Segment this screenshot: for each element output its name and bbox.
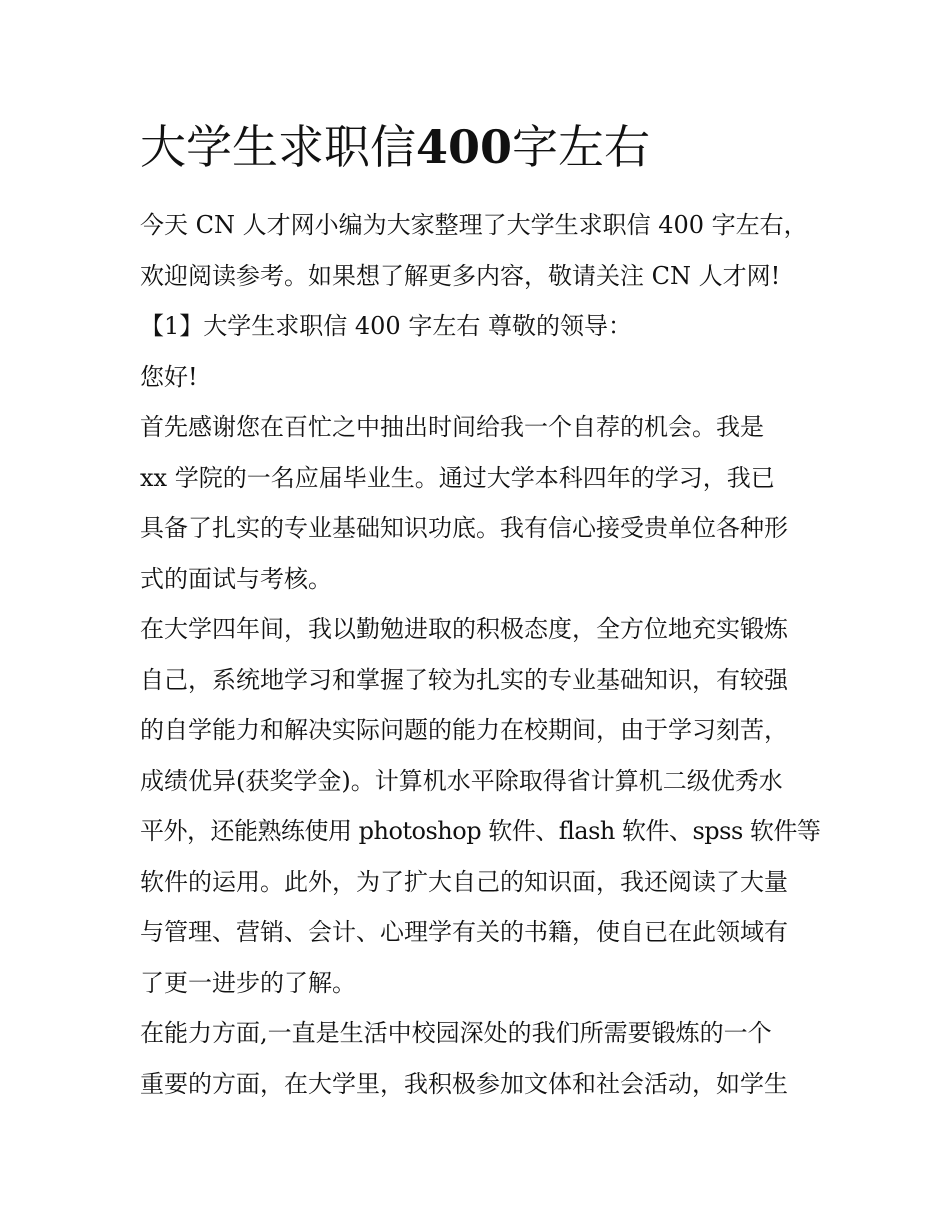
title-suffix: 字左右 — [512, 120, 651, 174]
text-line: 自己，系统地学习和掌握了较为扎实的专业基础知识，有较强 — [140, 665, 788, 694]
text-line: 您好! — [140, 362, 198, 391]
text-line: 了更一进步的了解。 — [140, 968, 356, 997]
text-line: 软件的运用。此外，为了扩大自己的知识面，我还阅读了大量 — [140, 867, 788, 896]
text-line: 成绩优异(获奖学金)。计算机水平除取得省计算机二级优秀水 — [140, 766, 783, 795]
text-line: 今天 CN 人才网小编为大家整理了大学生求职信 400 字左右， — [140, 211, 808, 239]
text-line: 具备了扎实的专业基础知识功底。我有信心接受贵单位各种形 — [140, 514, 788, 542]
document-body — [140, 112, 820, 1109]
text-line: 平外，还能熟练使用 photoshop 软件、flash 软件、spss 软件等 — [140, 817, 821, 845]
title-number: 400 — [416, 120, 513, 174]
text-line: 欢迎阅读参考。如果想了解更多内容，敬请关注 CN 人才网! — [140, 261, 781, 290]
text-line: 在能力方面,一直是生活中校园深处的我们所需要锻炼的一个 — [140, 1019, 772, 1047]
text-line: xx 学院的一名应届毕业生。通过大学本科四年的学习，我已 — [140, 463, 775, 492]
text-line: 式的面试与考核。 — [140, 564, 332, 593]
text-line: 的自学能力和解决实际问题的能力在校期间，由于学习刻苦， — [140, 716, 788, 744]
text-line: 【1】大学生求职信 400 字左右 尊敬的领导： — [140, 312, 632, 340]
text-line: 重要的方面，在大学里，我积极参加文体和社会活动，如学生 — [140, 1069, 788, 1098]
title-text: 大学生求职信 — [140, 120, 416, 174]
paragraph-block — [140, 200, 820, 1109]
text-line: 与管理、营销、会计、心理学有关的书籍，使自已在此领域有 — [140, 918, 788, 946]
page-title — [140, 112, 820, 182]
text-line: 在大学四年间，我以勤勉进取的积极态度，全方位地充实锻炼 — [140, 615, 788, 643]
text-line: 首先感谢您在百忙之中抽出时间给我一个自荐的机会。我是 — [140, 413, 764, 441]
